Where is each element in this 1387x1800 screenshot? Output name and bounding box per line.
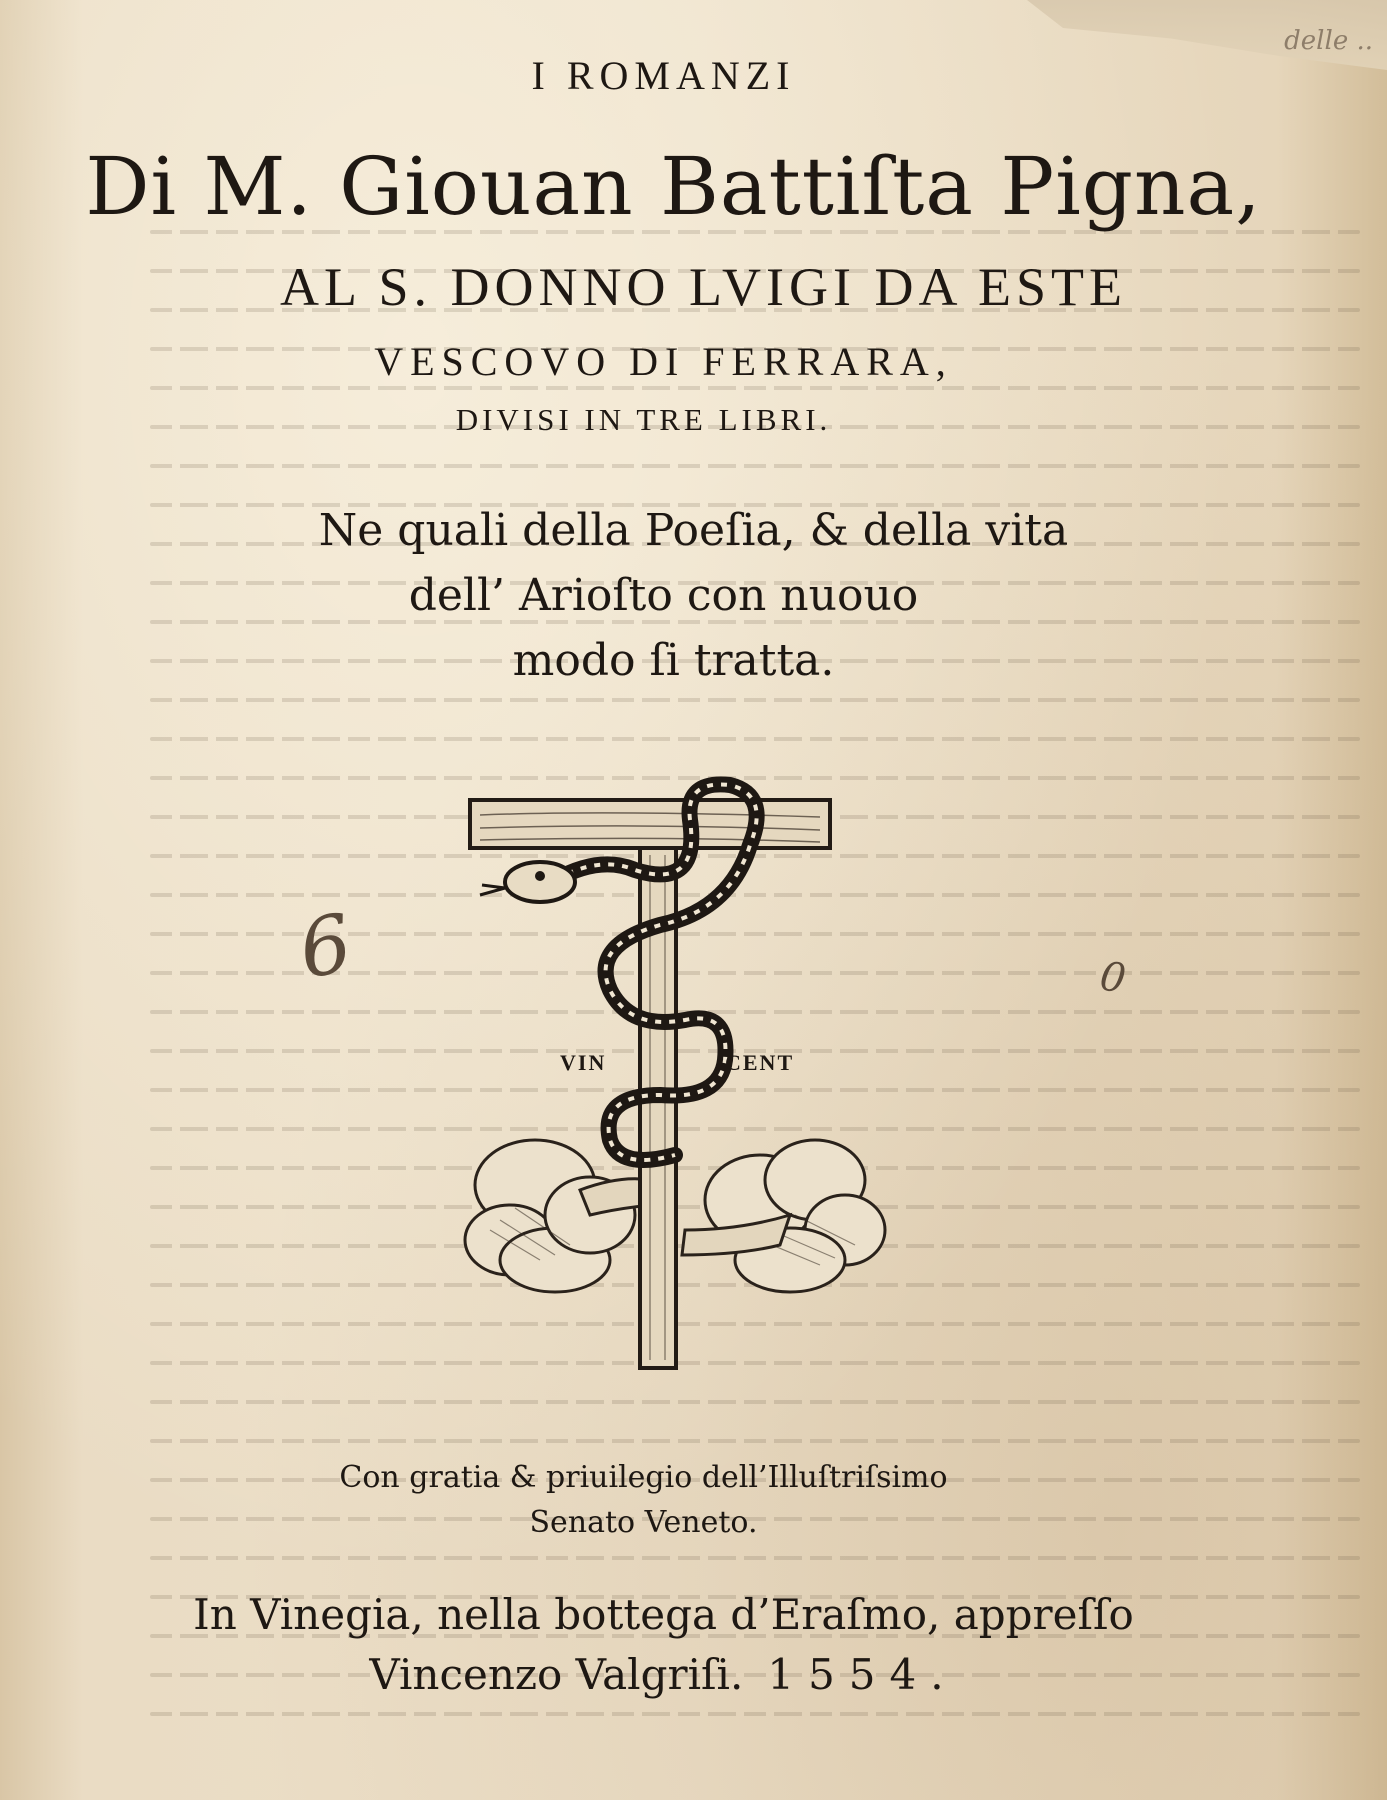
subtitle-line-2: dell’ Arioſto con nuouo bbox=[408, 570, 919, 621]
privilege-line-1: Con gratia & priuilegio dell’Illuſtriſsimo bbox=[339, 1460, 948, 1495]
printer-device-serpent-cross-icon bbox=[460, 760, 960, 1460]
privilege-line-2: Senato Veneto. bbox=[529, 1505, 758, 1540]
dedication-line: AL S. DONNO LVIGI DA ESTE bbox=[280, 257, 1127, 317]
bishopric-line: VESCOVO DI FERRARA, bbox=[374, 339, 953, 384]
printer-name: Vincenzo Valgriſi. bbox=[369, 1650, 744, 1699]
division-line: DIVISI IN TRE LIBRI. bbox=[455, 402, 832, 437]
title-line-romanzi: I ROMANZI bbox=[531, 53, 796, 98]
author-line: Di M. Giouan Battiſta Pigna, bbox=[85, 140, 1262, 233]
imprint-line-2 bbox=[0, 1650, 1357, 1699]
publication-year: 1554. bbox=[767, 1650, 958, 1699]
emblem-motto-right: CENT bbox=[725, 1050, 795, 1075]
handwritten-mark-right: 0 bbox=[1096, 953, 1129, 1003]
subtitle-line-1: Ne quali della Poeſia, & della vita bbox=[318, 505, 1069, 556]
corner-annotation: delle .. bbox=[1284, 26, 1373, 56]
emblem-motto-left: VIN bbox=[560, 1050, 607, 1075]
imprint-line-1: In Vinegia, nella bottega d’Eraſmo, appreſſo bbox=[193, 1590, 1134, 1639]
subtitle-line-3: modo ſi tratta. bbox=[512, 635, 835, 686]
handwritten-mark-left: 6 bbox=[292, 896, 359, 997]
